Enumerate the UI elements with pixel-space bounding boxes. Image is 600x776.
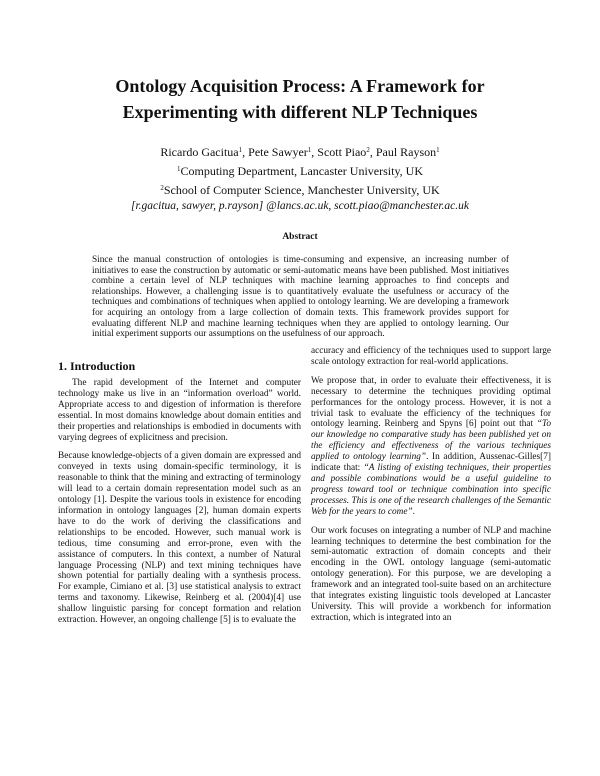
section-heading: 1. Introduction (58, 359, 136, 373)
quotation: “To our knowledge no comparative study has been published yet on the efficiency and effectiveness of the various techniques applied to ontology learning” (311, 419, 551, 463)
abstract-heading: Abstract (282, 232, 318, 242)
paragraph: accuracy and efficiency of the techniques used to support large scale ontology extraction for real-world applications. (311, 346, 551, 367)
affiliation-mark: 2 (160, 184, 164, 192)
left-column (58, 378, 301, 634)
paragraph-text: . (412, 506, 415, 517)
author-name: Scott Piao (317, 145, 367, 159)
affiliation-mark: 1 (177, 165, 181, 173)
author-emails: [r.gacitua, sawyer, p.rayson] @lancs.ac.uk, scott.piao@manchester.ac.uk (130, 200, 469, 212)
author-name: Ricardo Gacitua (160, 145, 239, 159)
paper-title (0, 73, 600, 125)
paragraph-text: We propose that, in order to evaluate their effectiveness, it is necessary to determine the techniques providing optimal performances for the ontology process. However, it is not a trivial task to evaluate the efficiency of the techniques for ontology learning. Reinberg and Spyns [6] point out that (311, 375, 551, 430)
affiliation-text: Computing Department, Lancaster University, UK (180, 164, 423, 178)
paragraph: Our work focuses on integrating a number of NLP and machine learning techniques to determine the best combination for the semi-automatic extraction of domain concepts and their encoding in the OWL ontology language (semi-automatic ontology generation). For this purpose, we are developing a framework and an integrated tool-suite based on an architecture that integrates existing linguistic tools developed at Lancaster University. This will provide a workbench for information extraction, which is integrated into an (311, 525, 551, 623)
author-affiliation-mark: 1 (436, 146, 440, 154)
abstract-text: Since the manual construction of ontologies is time-consuming and expensive, an increasing number of initiatives to ease the construction by automatic or semi-automatic means have been published. Most initiatives combine a certain level of NLP techniques with machine learning approaches to find concepts and relationships. However, a challenging issue is to quantitatively evaluate the usefulness or accuracy of the techniques and combinations of techniques when applied to ontology learning. We are developing a framework for acquiring an ontology from a large collection of domain texts. This framework provides support for evaluating different NLP and machine learning techniques when they are applied to ontology learning. Our initial experiment supports our assumptions on the usefulness of our approach. (92, 255, 509, 340)
title-line-1: Ontology Acquisition Process: A Framework for (115, 76, 485, 96)
affiliation-2 (0, 183, 600, 198)
paragraph-text: . In addition, Aussenac-Gilles[7] indicate that: (311, 452, 551, 474)
affiliation-1 (0, 164, 600, 179)
author-affiliation-mark: 1 (238, 146, 243, 154)
paragraph: Because knowledge-objects of a given domain are expressed and conveyed in texts using domain-specific terminology, it is reasonable to think that the mining and extracting of terminology will lead to a certain domain representation model such as an ontology [1]. Despite the various tools in existence for encoding information in ontology languages [2], human domain experts have to do the work of deriving the classifications and relationships to be encoded. However, such manual work is tedious, time consuming and error-prone, even with the assistance of computers. In this context, a number of Natural language Processing (NLP) and text mining techniques have shown potential for partially dealing with a synthesis process. For example, Cimiano et al. [3] use statistical analysis to extract terms and taxonomy. Likewise, Reinberg et al. (2004)[4] use shallow linguistic parsing for concept formation and relation extraction. However, an ongoing challenge [5] is to evaluate the (58, 451, 301, 626)
title-line-2: Experimenting with different NLP Techniques (122, 102, 478, 122)
author-name: Paul Rayson (375, 145, 437, 159)
author-name: Pete Sawyer (248, 145, 308, 159)
author-list: Ricardo Gacitua$^1$, Pete Sawyer$^1$, Scott Piao$^2$, Paul Rayson$^1$ (160, 145, 440, 159)
right-column (311, 346, 551, 632)
paragraph (311, 376, 551, 518)
author-affiliation-mark: 1 (307, 146, 312, 154)
quotation: “A listing of existing techniques, their properties and possible combinations would be a useful guideline to progress toward tool or technique combination into specific processes. This is one of the research challenges of the Semantic Web for the years to come” (311, 463, 551, 517)
author-affiliation-mark: 2 (366, 146, 370, 154)
paragraph: The rapid development of the Internet and computer technology make us live in an “information overload” world. Appropriate access to and digestion of information is therefore essential. In most domains knowledge about domain entities and their properties and relationships is embodied in documents with varying degrees of explicitness and precision. (58, 378, 301, 443)
affiliation-text: School of Computer Science, Manchester University, UK (163, 183, 440, 197)
